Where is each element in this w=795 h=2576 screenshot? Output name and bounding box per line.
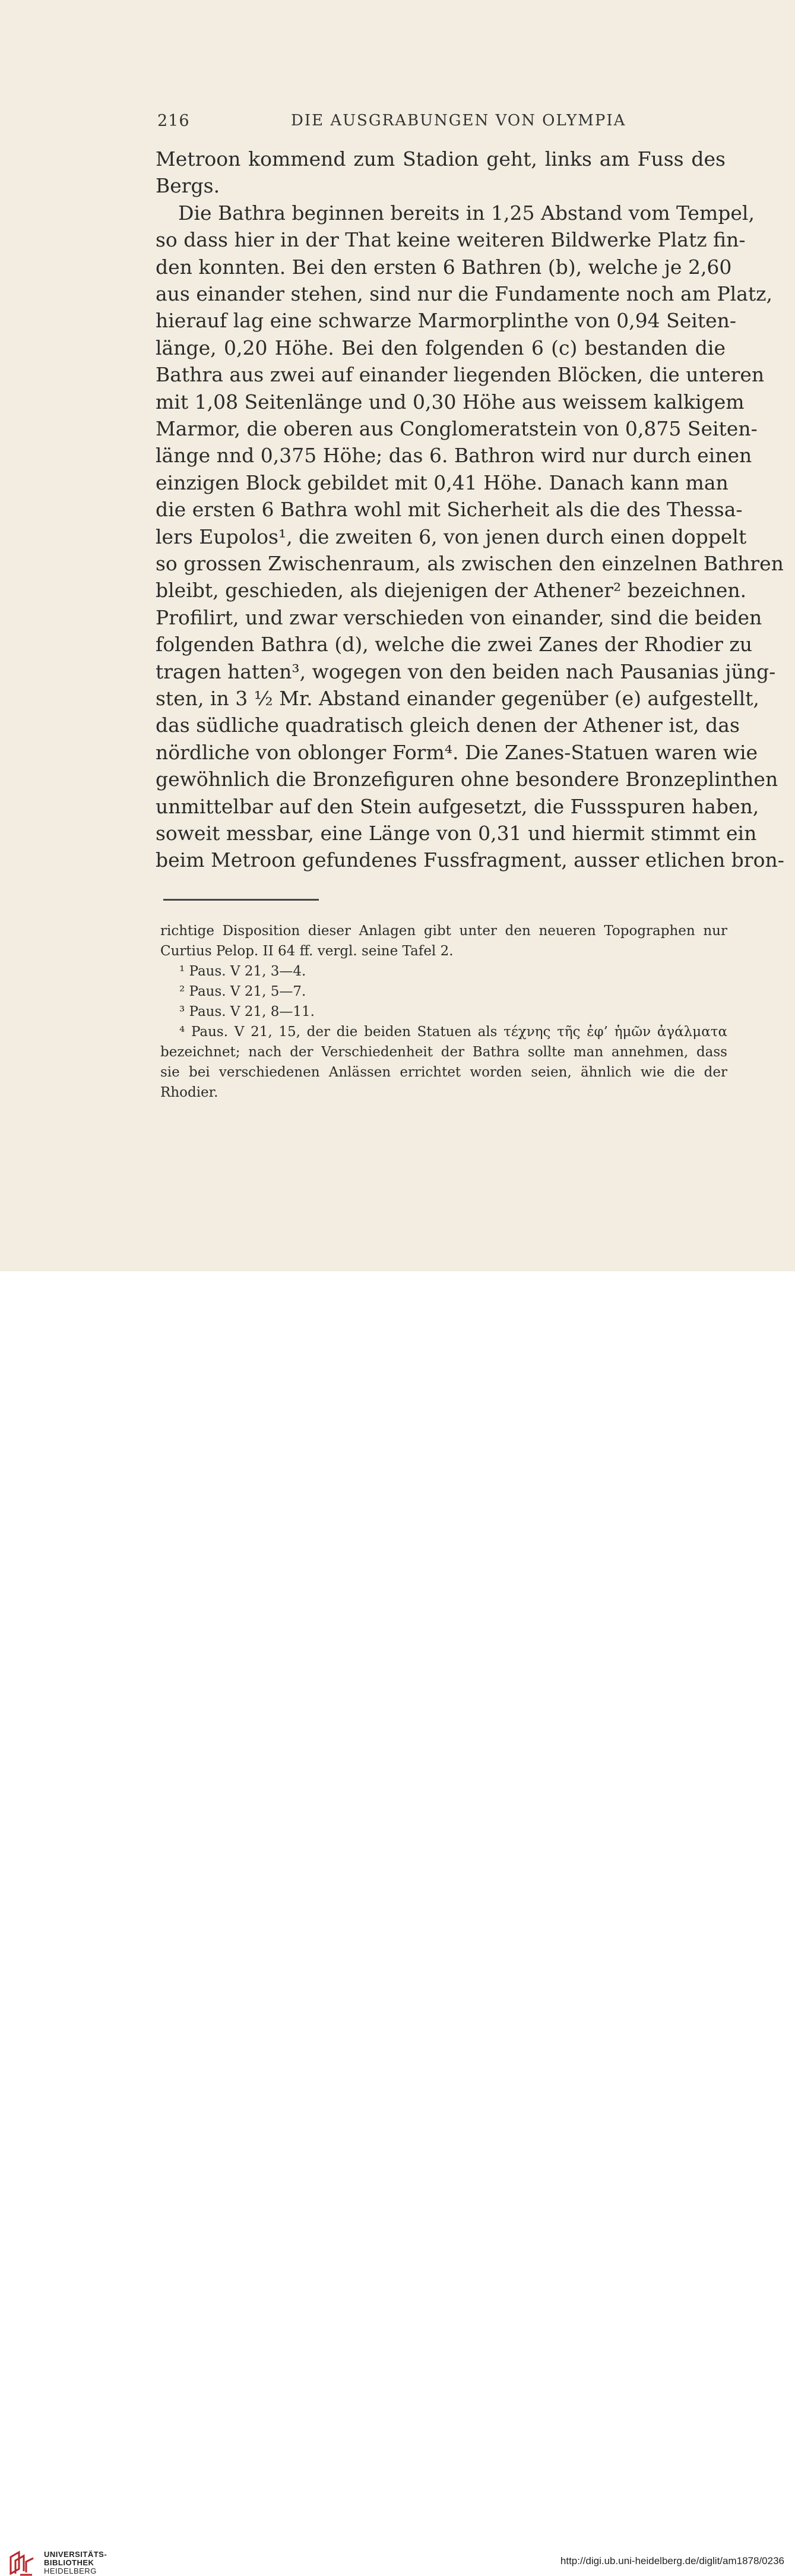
body-line: hierauf lag eine schwarze Marmorplinthe von 0,94 Seiten- bbox=[156, 309, 737, 332]
body-line: gewöhnlich die Bronzefiguren ohne besondere Bronzeplinthen bbox=[156, 768, 778, 791]
footnote-line: ³ Paus. V 21, 8—11. bbox=[179, 1004, 315, 1019]
source-url-link[interactable]: http://digi.ub.uni-heidelberg.de/diglit/am1878/0236 bbox=[560, 2555, 784, 2566]
body-line: Profilirt, und zwar verschieden von einander, sind die beiden bbox=[156, 606, 762, 629]
footnote-line: richtige Disposition dieser Anlagen gibt unter den neueren Topographen nur bbox=[160, 923, 727, 939]
institution-line: BIBLIOTHEK bbox=[44, 2558, 94, 2567]
body-line: so dass hier in der That keine weiteren Bildwerke Platz fin- bbox=[156, 228, 746, 251]
body-line: mit 1,08 Seitenlänge und 0,30 Höhe aus weissem kalkigem bbox=[156, 390, 745, 413]
page-number: 216 bbox=[157, 112, 190, 130]
body-line: lers Eupolos¹, die zweiten 6, von jenen durch einen doppelt bbox=[156, 525, 747, 548]
footnote-line: ⁴ Paus. V 21, 15, der die beiden Statuen als τέχνης τῆς ἐφ’ ἡμῶν ἀγάλματα bbox=[179, 1024, 727, 1040]
institution-name bbox=[44, 2550, 107, 2575]
body-line: unmittelbar auf den Stein aufgesetzt, die Fussspuren haben, bbox=[156, 795, 759, 818]
body-line: das südliche quadratisch gleich denen der Athener ist, das bbox=[156, 714, 740, 737]
scanned-page bbox=[0, 0, 795, 1271]
body-line: folgenden Bathra (d), welche die zwei Zanes der Rhodier zu bbox=[156, 633, 752, 656]
footnote-line: ¹ Paus. V 21, 3—4. bbox=[179, 964, 306, 979]
running-title: DIE AUSGRABUNGEN VON OLYMPIA bbox=[291, 112, 626, 130]
library-logo-icon bbox=[8, 2550, 36, 2576]
body-line: bleibt, geschieden, als diejenigen der Athener² bezeichnen. bbox=[156, 579, 747, 602]
body-line: Bathra aus zwei auf einander liegenden Blöcken, die unteren bbox=[156, 363, 765, 386]
institution-line: UNIVERSITÄTS- bbox=[44, 2550, 107, 2559]
body-line: länge nnd 0,375 Höhe; das 6. Bathron wird nur durch einen bbox=[156, 444, 752, 467]
footnote-line: bezeichnet; nach der Verschiedenheit der Bathra sollte man annehmen, dass bbox=[160, 1044, 727, 1060]
body-line: sten, in 3 ½ Mr. Abstand einander gegenüber (e) aufgestellt, bbox=[156, 687, 759, 710]
body-line: beim Metroon gefundenes Fussfragment, ausser etlichen bron- bbox=[156, 848, 784, 872]
body-line: Die Bathra beginnen bereits in 1,25 Abstand vom Tempel, bbox=[178, 201, 755, 225]
footnote-line: sie bei verschiedenen Anlässen errichtet worden seien, ähnlich wie die der bbox=[160, 1065, 727, 1080]
footnote-line: Rhodier. bbox=[160, 1085, 218, 1100]
body-line: nördliche von oblonger Form⁴. Die Zanes-Statuen waren wie bbox=[156, 741, 758, 764]
footnote-line: ² Paus. V 21, 5—7. bbox=[179, 984, 306, 999]
body-line: einzigen Block gebildet mit 0,41 Höhe. Danach kann man bbox=[156, 471, 729, 494]
body-line: Marmor, die oberen aus Conglomeratstein von 0,875 Seiten- bbox=[156, 417, 758, 440]
body-line: Bergs. bbox=[156, 174, 220, 197]
institution-line: HEIDELBERG bbox=[44, 2566, 97, 2575]
body-line: die ersten 6 Bathra wohl mit Sicherheit als die des Thessa- bbox=[156, 498, 743, 521]
viewer-footer bbox=[0, 1271, 795, 2575]
footnote-line: Curtius Pelop. II 64 ff. vergl. seine Tafel 2. bbox=[160, 943, 454, 959]
footnote-divider bbox=[163, 899, 319, 901]
body-line: aus einander stehen, sind nur die Fundamente noch am Platz, bbox=[156, 282, 773, 305]
body-line: soweit messbar, eine Länge von 0,31 und hiermit stimmt ein bbox=[156, 822, 757, 845]
body-line: länge, 0,20 Höhe. Bei den folgenden 6 (c) bestanden die bbox=[156, 336, 726, 359]
body-line: so grossen Zwischenraum, als zwischen den einzelnen Bathren bbox=[156, 552, 784, 575]
body-line: tragen hatten³, wogegen von den beiden nach Pausanias jüng- bbox=[156, 660, 776, 683]
body-line: den konnten. Bei den ersten 6 Bathren (b), welche je 2,60 bbox=[156, 255, 732, 279]
body-line: Metroon kommend zum Stadion geht, links am Fuss des bbox=[156, 147, 726, 171]
